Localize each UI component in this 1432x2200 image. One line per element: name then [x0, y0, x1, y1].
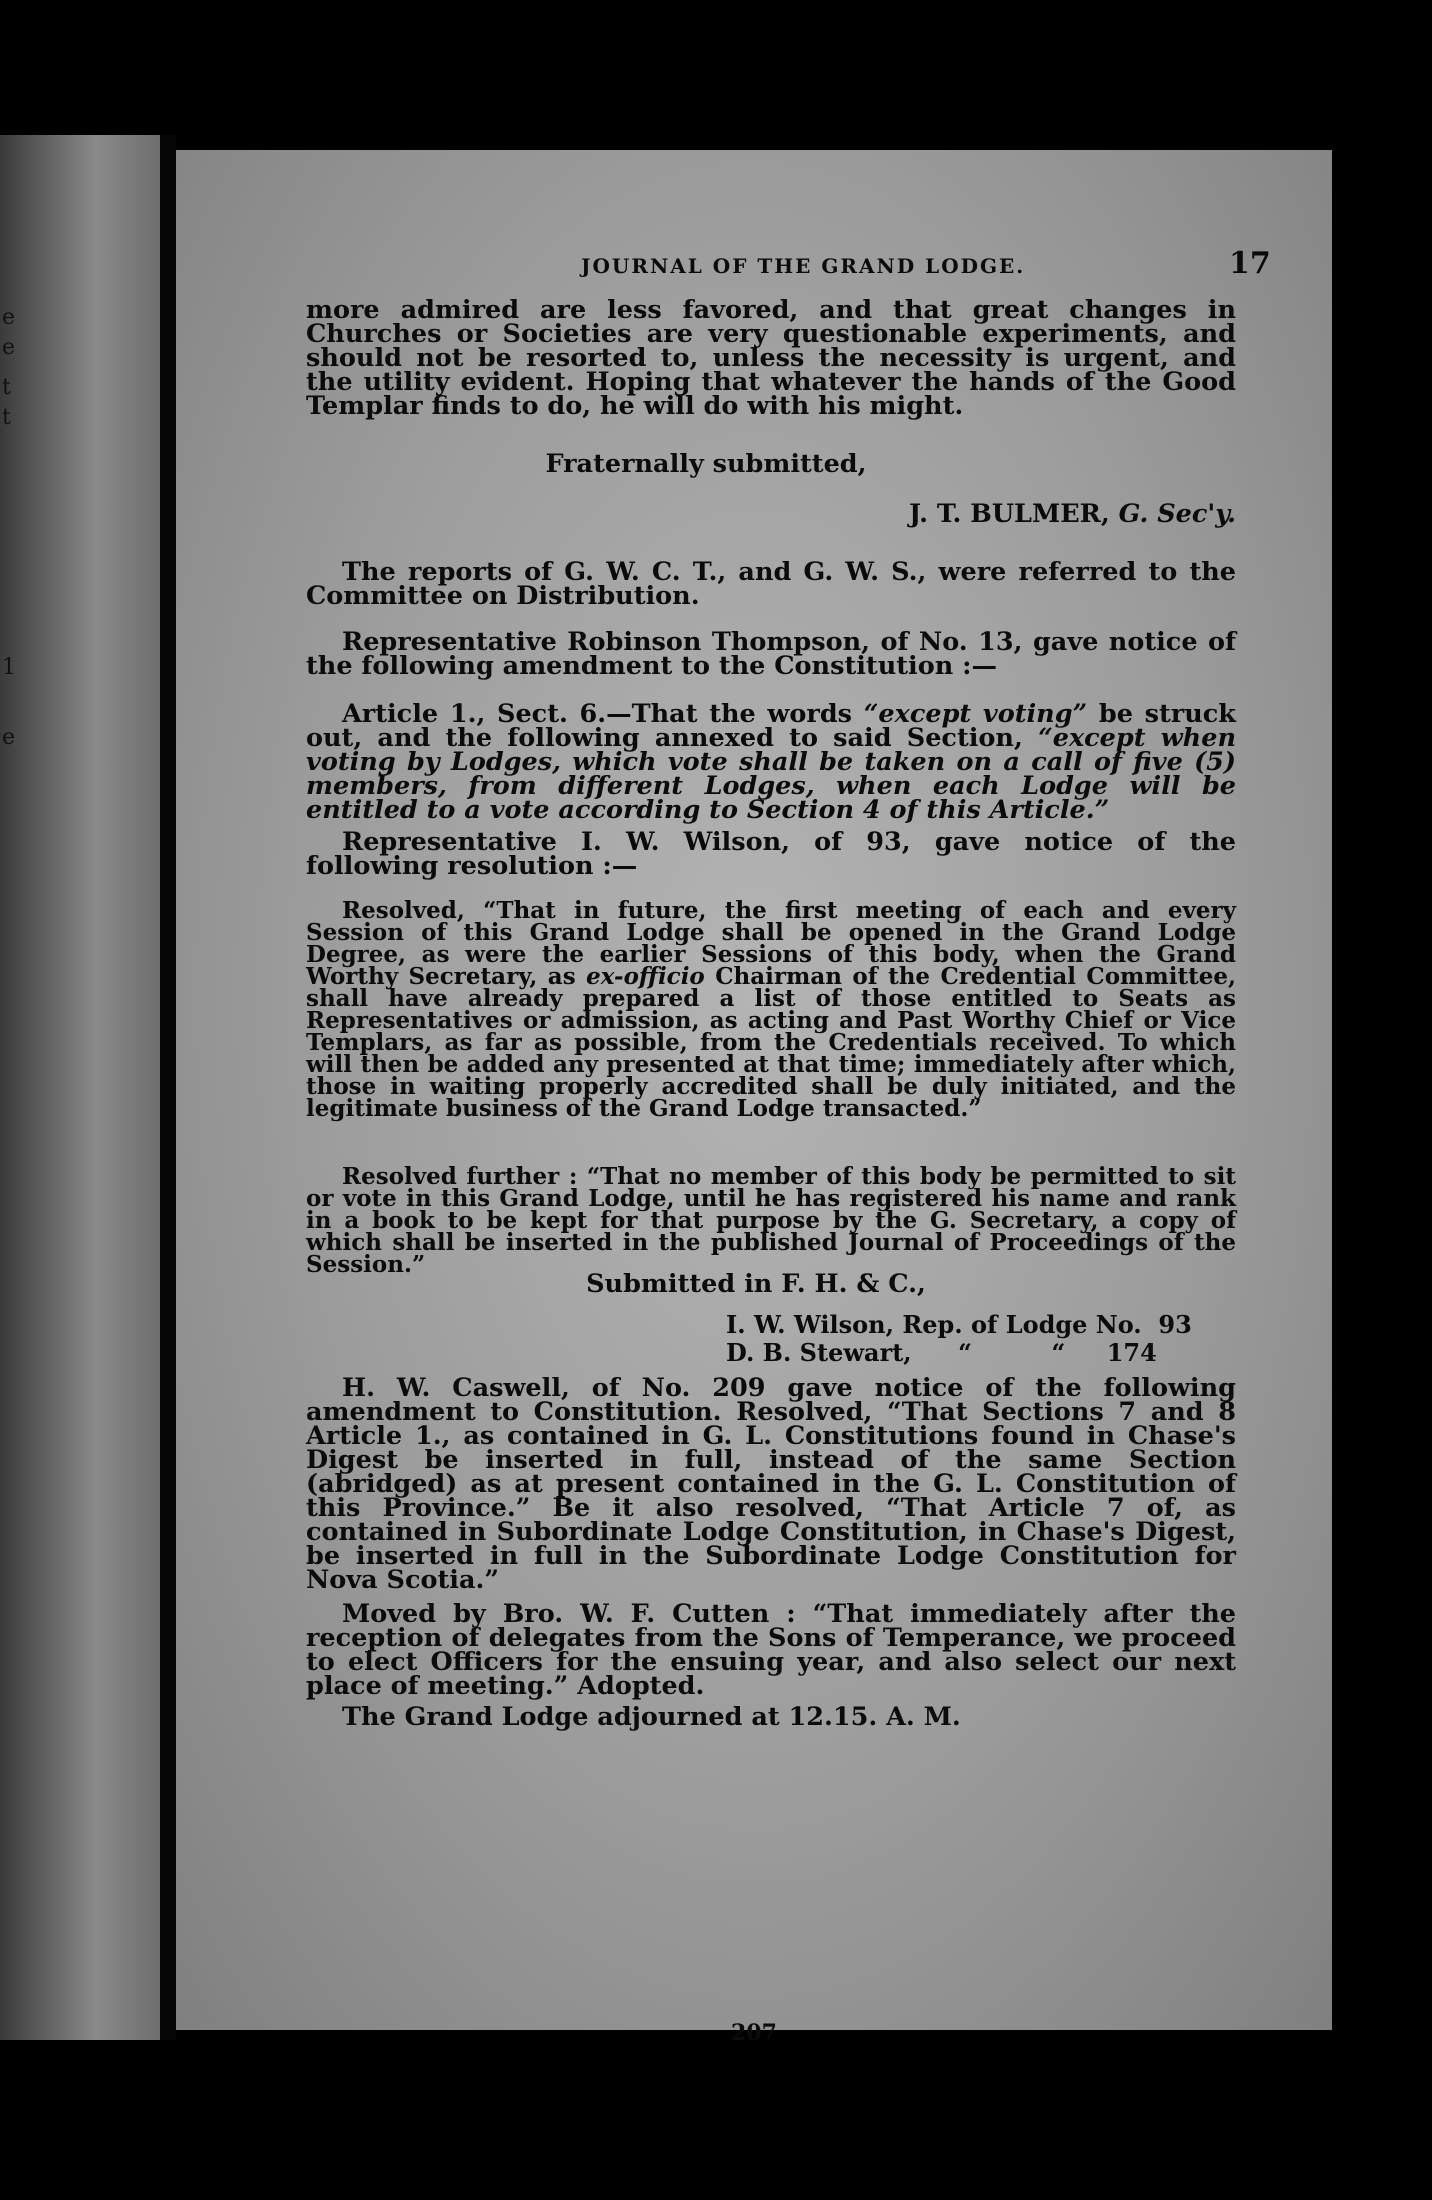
margin-fragment: e	[2, 725, 16, 750]
adjacent-page-strip	[0, 135, 160, 2040]
paragraph-caswell-notice: H. W. Caswell, of No. 209 gave notice of the following amendment to Constitution. Resolved, “That Sections 7 and 8 Article 1., as contained in G. L. Constitutions found in Chase's Digest be inserted in full, instead of the same Section (abridged) as at present contained in the G. L. Constitution of this Province.” Be it also resolved, “That Article 7 of, as contained in Subordinate Lodge Constitution, in Chase's Digest, be inserted in full in the Subordinate Lodge Constitution for Nova Scotia.”	[306, 1373, 1236, 1595]
signature-bulmer: J. T. BULMER, G. Sec'y.	[908, 499, 1236, 529]
page-header	[176, 246, 1332, 290]
closing-line: Fraternally submitted,	[545, 449, 867, 479]
book-gutter	[160, 135, 176, 2040]
margin-fragment: e	[2, 335, 16, 360]
paragraph-report-end: more admired are less favored, and that great changes in Churches or Societies are very questionable experiments, and should not be resorted to, unless the necessity is urgent, and the utility evident. Hoping that whatever the hands of the Good Templar finds to do, he will do with his might.	[306, 295, 1236, 421]
paragraph-wilson-notice: Representative I. W. Wilson, of 93, gave notice of the following resolution :—	[306, 827, 1236, 881]
margin-fragment: t	[2, 375, 11, 400]
paragraph-thompson-notice: Representative Robinson Thompson, of No. 13, gave notice of the following amendment to the Constitution :—	[306, 627, 1236, 681]
margin-fragment: t	[2, 405, 11, 430]
margin-fragment: e	[2, 305, 16, 330]
paragraph-cutten-motion: Moved by Bro. W. F. Cutten : “That immediately after the reception of delegates from the Sons of Temperance, we proceed to elect Officers for the ensuing year, and also select our next place of meeting.” Adopted.	[306, 1599, 1236, 1701]
paragraph-article-amendment: Article 1., Sect. 6.—That the words “except voting” be struck out, and the following annexed to said Section, “except when voting by Lodges, which vote shall be taken on a call of five (5) members, from different Lodges, when each Lodge will be entitled to a vote according to Section 4 of this Article.”	[306, 699, 1236, 825]
running-title: JOURNAL OF THE GRAND LODGE.	[581, 254, 1026, 278]
journal-page	[176, 150, 1332, 2046]
signature-stewart: D. B. Stewart, “ “ 174	[726, 1338, 1157, 1367]
submitted-line: Submitted in F. H. & C.,	[586, 1269, 926, 1299]
paragraph-reports-referred: The reports of G. W. C. T., and G. W. S., were referred to the Committee on Distribution.	[306, 557, 1236, 611]
signature-wilson: I. W. Wilson, Rep. of Lodge No. 93	[726, 1310, 1192, 1339]
paragraph-adjournment: The Grand Lodge adjourned at 12.15. A. M.	[342, 1702, 961, 1732]
resolution-first: Resolved, “That in future, the first meeting of each and every Session of this Grand Lodge shall be opened in the Grand Lodge Degree, as were the earlier Sessions of this body, when the Grand Worthy Secretary, as ex-officio Chairman of the Credential Committee, shall have already prepared a list of those entitled to Seats as Representatives or admission, as acting and Past Worthy Chief or Vice Templars, as far as possible, from the Credentials received. To which will then be added any presented at that time; immediately after which, those in waiting properly accredited shall be duly initiated, and the legitimate business of the Grand Lodge transacted.”	[306, 897, 1236, 1122]
page-number: 17	[1229, 246, 1271, 281]
margin-fragment: 1	[2, 655, 16, 680]
catchword: 207	[731, 2020, 777, 2046]
resolution-further: Resolved further : “That no member of this body be permitted to sit or vote in this Grand Lodge, until he has registered his name and rank in a book to be kept for that purpose by the G. Secretary, a copy of which shall be inserted in the published Journal of Proceedings of the Session.”	[306, 1163, 1236, 1278]
